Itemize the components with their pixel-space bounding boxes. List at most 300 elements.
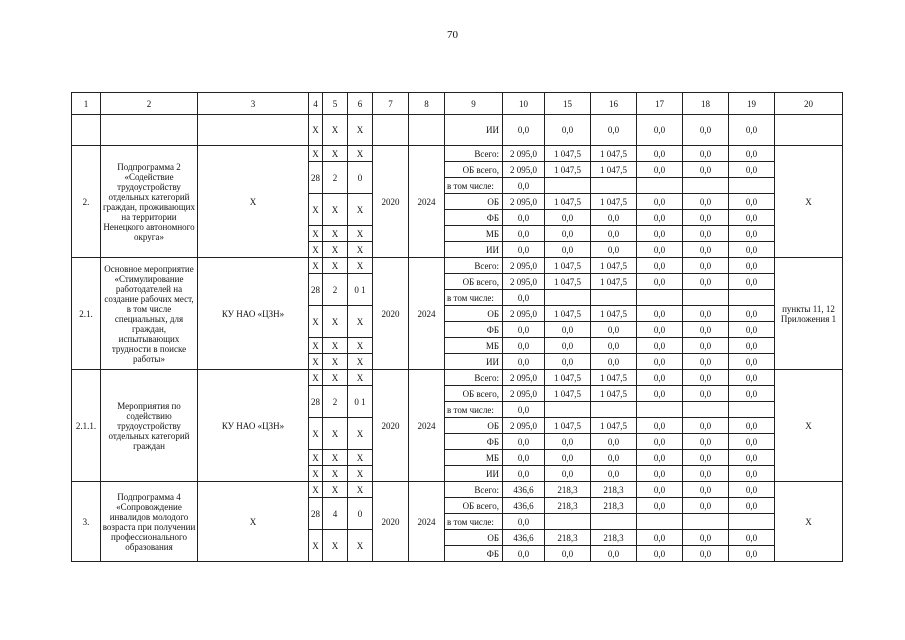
value-cell: 0,0 bbox=[729, 418, 775, 434]
value-cell bbox=[729, 178, 775, 194]
code-cell: X bbox=[309, 338, 323, 354]
code-cell: X bbox=[323, 450, 348, 466]
code-cell: X bbox=[348, 146, 373, 162]
source-label: МБ bbox=[445, 226, 503, 242]
source-label: ОБ bbox=[445, 306, 503, 322]
code-cell: X bbox=[309, 370, 323, 386]
value-cell: 1 047,5 bbox=[591, 146, 637, 162]
source-label: в том числе: bbox=[445, 402, 503, 418]
column-header: 20 bbox=[775, 93, 843, 115]
value-cell: 0,0 bbox=[591, 242, 637, 258]
column-header: 6 bbox=[348, 93, 373, 115]
value-cell: 1 047,5 bbox=[591, 370, 637, 386]
value-cell: 0,0 bbox=[729, 546, 775, 562]
code-cell: X bbox=[348, 418, 373, 450]
value-cell: 1 047,5 bbox=[591, 306, 637, 322]
value-cell: 0,0 bbox=[591, 434, 637, 450]
column-header: 8 bbox=[409, 93, 445, 115]
code-cell: X bbox=[323, 226, 348, 242]
value-cell bbox=[591, 290, 637, 306]
source-label: в том числе: bbox=[445, 178, 503, 194]
value-cell: 0,0 bbox=[729, 466, 775, 482]
item-name: Основное мероприятие «Стимулирование работодателей на создание рабочих мест, в том числе специальных, для граждан, испытывающих трудности в поиске работы» bbox=[101, 258, 198, 370]
code-cell: 28 bbox=[309, 386, 323, 418]
value-cell: 0,0 bbox=[503, 434, 545, 450]
value-cell: 0,0 bbox=[637, 306, 683, 322]
table-row bbox=[72, 115, 843, 146]
table-cell bbox=[198, 115, 309, 146]
value-cell: 1 047,5 bbox=[545, 386, 591, 402]
value-cell: 0,0 bbox=[683, 115, 729, 146]
column-header: 1 bbox=[72, 93, 101, 115]
source-label: ОБ bbox=[445, 530, 503, 546]
value-cell: 0,0 bbox=[591, 338, 637, 354]
column-header: 3 bbox=[198, 93, 309, 115]
code-cell: X bbox=[323, 115, 348, 146]
value-cell: 0,0 bbox=[683, 418, 729, 434]
value-cell: 0,0 bbox=[503, 242, 545, 258]
table-row bbox=[72, 482, 843, 498]
source-label: ОБ всего, bbox=[445, 274, 503, 290]
value-cell: 1 047,5 bbox=[591, 274, 637, 290]
value-cell: 0,0 bbox=[545, 450, 591, 466]
value-cell: 2 095,0 bbox=[503, 194, 545, 210]
value-cell: 1 047,5 bbox=[591, 386, 637, 402]
value-cell: 0,0 bbox=[637, 162, 683, 178]
value-cell: 0,0 bbox=[729, 162, 775, 178]
source-label: ОБ всего, bbox=[445, 162, 503, 178]
value-cell: 0,0 bbox=[637, 498, 683, 514]
value-cell: 1 047,5 bbox=[545, 418, 591, 434]
executor: КУ НАО «ЦЗН» bbox=[198, 370, 309, 482]
source-label: ИИ bbox=[445, 354, 503, 370]
value-cell: 0,0 bbox=[683, 530, 729, 546]
page-number: 70 bbox=[447, 29, 458, 41]
value-cell: 0,0 bbox=[545, 226, 591, 242]
column-header: 18 bbox=[683, 93, 729, 115]
item-name: Мероприятия по содействию трудоустройству отдельных категорий граждан bbox=[101, 370, 198, 482]
value-cell: 0,0 bbox=[729, 386, 775, 402]
value-cell: 0,0 bbox=[637, 338, 683, 354]
value-cell: 0,0 bbox=[637, 274, 683, 290]
code-cell: X bbox=[309, 146, 323, 162]
value-cell: 2 095,0 bbox=[503, 418, 545, 434]
value-cell: 1 047,5 bbox=[591, 258, 637, 274]
source-label: ОБ всего, bbox=[445, 498, 503, 514]
value-cell: 0,0 bbox=[729, 146, 775, 162]
value-cell: 0,0 bbox=[545, 546, 591, 562]
value-cell: 0,0 bbox=[683, 242, 729, 258]
code-cell: X bbox=[323, 530, 348, 562]
column-header: 4 bbox=[309, 93, 323, 115]
code-cell: X bbox=[348, 482, 373, 498]
value-cell: 1 047,5 bbox=[591, 162, 637, 178]
value-cell: 0,0 bbox=[683, 274, 729, 290]
start-year: 2020 bbox=[373, 146, 409, 258]
code-cell: X bbox=[309, 482, 323, 498]
value-cell bbox=[591, 514, 637, 530]
code-cell: X bbox=[348, 242, 373, 258]
code-cell: 2 bbox=[323, 386, 348, 418]
source-label: ФБ bbox=[445, 322, 503, 338]
value-cell: 0,0 bbox=[729, 482, 775, 498]
value-cell bbox=[637, 290, 683, 306]
value-cell: 0,0 bbox=[591, 546, 637, 562]
value-cell: 0,0 bbox=[545, 354, 591, 370]
note-cell: X bbox=[775, 370, 843, 482]
end-year: 2024 bbox=[409, 482, 445, 562]
value-cell: 436,6 bbox=[503, 498, 545, 514]
source-label: ОБ всего, bbox=[445, 386, 503, 402]
value-cell: 0,0 bbox=[637, 242, 683, 258]
code-cell: X bbox=[348, 370, 373, 386]
end-year: 2024 bbox=[409, 146, 445, 258]
code-cell: X bbox=[309, 354, 323, 370]
value-cell: 0,0 bbox=[729, 115, 775, 146]
value-cell: 0,0 bbox=[729, 194, 775, 210]
code-cell: X bbox=[323, 418, 348, 450]
value-cell: 0,0 bbox=[683, 146, 729, 162]
code-cell: X bbox=[309, 226, 323, 242]
code-cell: X bbox=[309, 258, 323, 274]
value-cell: 0,0 bbox=[591, 354, 637, 370]
value-cell bbox=[729, 402, 775, 418]
value-cell: 1 047,5 bbox=[545, 162, 591, 178]
code-cell: X bbox=[323, 482, 348, 498]
code-cell: X bbox=[348, 530, 373, 562]
value-cell: 0,0 bbox=[729, 370, 775, 386]
value-cell bbox=[637, 514, 683, 530]
value-cell: 0,0 bbox=[729, 322, 775, 338]
value-cell: 0,0 bbox=[591, 115, 637, 146]
value-cell: 0,0 bbox=[591, 450, 637, 466]
column-header: 10 bbox=[503, 93, 545, 115]
value-cell: 0,0 bbox=[683, 498, 729, 514]
code-cell: X bbox=[323, 466, 348, 482]
source-label: Всего: bbox=[445, 482, 503, 498]
code-cell: X bbox=[309, 306, 323, 338]
source-label: ИИ bbox=[445, 242, 503, 258]
value-cell: 0,0 bbox=[637, 434, 683, 450]
code-cell: X bbox=[323, 194, 348, 226]
value-cell: 1 047,5 bbox=[545, 194, 591, 210]
source-label: Всего: bbox=[445, 146, 503, 162]
value-cell: 1 047,5 bbox=[591, 418, 637, 434]
value-cell: 0,0 bbox=[545, 338, 591, 354]
value-cell: 0,0 bbox=[503, 178, 545, 194]
item-number: 3. bbox=[72, 482, 101, 562]
value-cell: 218,3 bbox=[545, 482, 591, 498]
source-label: ФБ bbox=[445, 546, 503, 562]
value-cell: 0,0 bbox=[637, 418, 683, 434]
value-cell: 0,0 bbox=[729, 258, 775, 274]
code-cell: X bbox=[323, 370, 348, 386]
code-cell: X bbox=[348, 354, 373, 370]
column-header: 17 bbox=[637, 93, 683, 115]
value-cell: 0,0 bbox=[637, 386, 683, 402]
column-header: 15 bbox=[545, 93, 591, 115]
source-label: в том числе: bbox=[445, 290, 503, 306]
value-cell: 218,3 bbox=[545, 498, 591, 514]
code-cell: X bbox=[348, 194, 373, 226]
table-cell bbox=[72, 115, 101, 146]
value-cell: 0,0 bbox=[683, 450, 729, 466]
value-cell bbox=[729, 290, 775, 306]
value-cell bbox=[683, 402, 729, 418]
column-header: 5 bbox=[323, 93, 348, 115]
value-cell: 0,0 bbox=[503, 466, 545, 482]
value-cell: 0,0 bbox=[503, 322, 545, 338]
value-cell: 0,0 bbox=[545, 434, 591, 450]
source-label: ФБ bbox=[445, 210, 503, 226]
value-cell: 0,0 bbox=[637, 322, 683, 338]
value-cell: 0,0 bbox=[683, 306, 729, 322]
table-row bbox=[72, 258, 843, 274]
executor: КУ НАО «ЦЗН» bbox=[198, 258, 309, 370]
value-cell: 0,0 bbox=[683, 210, 729, 226]
code-cell: 4 bbox=[323, 498, 348, 530]
value-cell bbox=[683, 514, 729, 530]
value-cell: 0,0 bbox=[637, 210, 683, 226]
code-cell: X bbox=[309, 466, 323, 482]
value-cell: 0,0 bbox=[683, 322, 729, 338]
value-cell: 0,0 bbox=[637, 146, 683, 162]
code-cell: X bbox=[309, 450, 323, 466]
value-cell: 0,0 bbox=[729, 450, 775, 466]
item-name: Подпрограмма 4 «Сопровождение инвалидов молодого возраста при получении профессионального образования bbox=[101, 482, 198, 562]
value-cell bbox=[545, 514, 591, 530]
value-cell: 0,0 bbox=[637, 354, 683, 370]
value-cell: 0,0 bbox=[637, 258, 683, 274]
column-header: 16 bbox=[591, 93, 637, 115]
value-cell: 0,0 bbox=[683, 226, 729, 242]
value-cell: 0,0 bbox=[503, 546, 545, 562]
code-cell: X bbox=[348, 450, 373, 466]
value-cell: 0,0 bbox=[729, 530, 775, 546]
executor: X bbox=[198, 146, 309, 258]
source-label: в том числе: bbox=[445, 514, 503, 530]
value-cell: 0,0 bbox=[637, 546, 683, 562]
value-cell: 0,0 bbox=[503, 450, 545, 466]
value-cell: 0,0 bbox=[729, 498, 775, 514]
value-cell: 0,0 bbox=[545, 115, 591, 146]
value-cell bbox=[729, 514, 775, 530]
value-cell: 0,0 bbox=[729, 434, 775, 450]
value-cell: 2 095,0 bbox=[503, 162, 545, 178]
value-cell: 0,0 bbox=[637, 466, 683, 482]
value-cell: 0,0 bbox=[683, 466, 729, 482]
table-cell bbox=[373, 115, 409, 146]
code-cell: X bbox=[348, 258, 373, 274]
value-cell: 436,6 bbox=[503, 482, 545, 498]
value-cell: 0,0 bbox=[683, 338, 729, 354]
code-cell: X bbox=[323, 258, 348, 274]
source-label: МБ bbox=[445, 450, 503, 466]
value-cell: 0,0 bbox=[683, 370, 729, 386]
code-cell: X bbox=[309, 418, 323, 450]
value-cell: 0,0 bbox=[637, 194, 683, 210]
value-cell: 0,0 bbox=[683, 258, 729, 274]
value-cell: 0,0 bbox=[683, 546, 729, 562]
value-cell: 0,0 bbox=[637, 226, 683, 242]
table-cell bbox=[101, 115, 198, 146]
value-cell: 0,0 bbox=[683, 434, 729, 450]
value-cell: 2 095,0 bbox=[503, 370, 545, 386]
value-cell: 436,6 bbox=[503, 530, 545, 546]
value-cell: 0,0 bbox=[503, 226, 545, 242]
code-cell: 28 bbox=[309, 162, 323, 194]
note-cell: X bbox=[775, 146, 843, 258]
code-cell: X bbox=[309, 530, 323, 562]
item-name: Подпрограмма 2 «Содействие трудоустройству отдельных категорий граждан, проживающих на территории Ненецкого автономного округа» bbox=[101, 146, 198, 258]
code-cell: X bbox=[348, 338, 373, 354]
value-cell: 0,0 bbox=[591, 210, 637, 226]
value-cell: 2 095,0 bbox=[503, 306, 545, 322]
value-cell: 0,0 bbox=[591, 466, 637, 482]
table-row bbox=[72, 146, 843, 162]
value-cell: 218,3 bbox=[591, 498, 637, 514]
value-cell: 0,0 bbox=[729, 354, 775, 370]
source-label: ОБ bbox=[445, 194, 503, 210]
value-cell: 1 047,5 bbox=[545, 146, 591, 162]
executor: X bbox=[198, 482, 309, 562]
value-cell: 2 095,0 bbox=[503, 258, 545, 274]
value-cell bbox=[637, 402, 683, 418]
item-number: 2.1. bbox=[72, 258, 101, 370]
value-cell: 0,0 bbox=[637, 370, 683, 386]
column-header: 2 bbox=[101, 93, 198, 115]
value-cell: 0,0 bbox=[729, 274, 775, 290]
value-cell: 0,0 bbox=[545, 242, 591, 258]
value-cell: 0,0 bbox=[729, 210, 775, 226]
end-year: 2024 bbox=[409, 370, 445, 482]
start-year: 2020 bbox=[373, 258, 409, 370]
code-cell: X bbox=[348, 306, 373, 338]
value-cell: 0,0 bbox=[591, 226, 637, 242]
value-cell: 0,0 bbox=[729, 242, 775, 258]
column-header: 19 bbox=[729, 93, 775, 115]
value-cell bbox=[683, 178, 729, 194]
value-cell: 1 047,5 bbox=[545, 370, 591, 386]
code-cell: X bbox=[348, 115, 373, 146]
code-cell: 28 bbox=[309, 498, 323, 530]
value-cell: 2 095,0 bbox=[503, 146, 545, 162]
budget-table bbox=[71, 92, 843, 562]
code-cell: X bbox=[348, 226, 373, 242]
value-cell: 0,0 bbox=[729, 306, 775, 322]
value-cell: 0,0 bbox=[545, 322, 591, 338]
value-cell bbox=[591, 178, 637, 194]
value-cell: 218,3 bbox=[545, 530, 591, 546]
value-cell bbox=[683, 290, 729, 306]
value-cell: 1 047,5 bbox=[545, 258, 591, 274]
code-cell: X bbox=[348, 466, 373, 482]
source-label: МБ bbox=[445, 338, 503, 354]
code-cell: X bbox=[323, 306, 348, 338]
value-cell: 0,0 bbox=[503, 338, 545, 354]
value-cell: 0,0 bbox=[637, 530, 683, 546]
value-cell: 1 047,5 bbox=[545, 306, 591, 322]
start-year: 2020 bbox=[373, 482, 409, 562]
code-cell: 28 bbox=[309, 274, 323, 306]
value-cell: 2 095,0 bbox=[503, 386, 545, 402]
header-row bbox=[72, 93, 843, 115]
value-cell: 0,0 bbox=[637, 482, 683, 498]
code-cell: 0 1 bbox=[348, 386, 373, 418]
table-cell bbox=[409, 115, 445, 146]
code-cell: X bbox=[323, 242, 348, 258]
value-cell: 0,0 bbox=[545, 210, 591, 226]
value-cell bbox=[591, 402, 637, 418]
code-cell: 2 bbox=[323, 162, 348, 194]
source-label: ОБ bbox=[445, 418, 503, 434]
value-cell: 0,0 bbox=[503, 354, 545, 370]
start-year: 2020 bbox=[373, 370, 409, 482]
value-cell bbox=[545, 402, 591, 418]
value-cell: 218,3 bbox=[591, 482, 637, 498]
code-cell: X bbox=[309, 194, 323, 226]
source-label: Всего: bbox=[445, 370, 503, 386]
value-cell: 0,0 bbox=[591, 322, 637, 338]
column-header: 7 bbox=[373, 93, 409, 115]
value-cell: 0,0 bbox=[683, 482, 729, 498]
code-cell: 0 1 bbox=[348, 274, 373, 306]
value-cell: 0,0 bbox=[683, 386, 729, 402]
code-cell: X bbox=[323, 146, 348, 162]
code-cell: X bbox=[309, 242, 323, 258]
code-cell: 0 bbox=[348, 498, 373, 530]
note-cell: X bbox=[775, 482, 843, 562]
value-cell: 0,0 bbox=[637, 450, 683, 466]
value-cell bbox=[545, 178, 591, 194]
source-label: Всего: bbox=[445, 258, 503, 274]
value-cell: 2 095,0 bbox=[503, 274, 545, 290]
item-number: 2.1.1. bbox=[72, 370, 101, 482]
code-cell: 2 bbox=[323, 274, 348, 306]
value-cell: 0,0 bbox=[683, 354, 729, 370]
value-cell: 0,0 bbox=[503, 402, 545, 418]
note-cell: пункты 11, 12 Приложения 1 bbox=[775, 258, 843, 370]
value-cell: 0,0 bbox=[683, 162, 729, 178]
value-cell: 0,0 bbox=[637, 115, 683, 146]
source-label: ФБ bbox=[445, 434, 503, 450]
code-cell: X bbox=[309, 115, 323, 146]
end-year: 2024 bbox=[409, 258, 445, 370]
value-cell: 0,0 bbox=[545, 466, 591, 482]
value-cell bbox=[545, 290, 591, 306]
code-cell: X bbox=[323, 354, 348, 370]
code-cell: 0 bbox=[348, 162, 373, 194]
value-cell bbox=[637, 178, 683, 194]
column-header: 9 bbox=[445, 93, 503, 115]
source-label: ИИ bbox=[445, 466, 503, 482]
value-cell: 1 047,5 bbox=[545, 274, 591, 290]
value-cell: 218,3 bbox=[591, 530, 637, 546]
value-cell: 0,0 bbox=[503, 290, 545, 306]
value-cell: 0,0 bbox=[503, 210, 545, 226]
table-cell bbox=[775, 115, 843, 146]
item-number: 2. bbox=[72, 146, 101, 258]
value-cell: 0,0 bbox=[503, 514, 545, 530]
value-cell: 0,0 bbox=[729, 338, 775, 354]
source-label: ИИ bbox=[445, 115, 503, 146]
value-cell: 0,0 bbox=[503, 115, 545, 146]
value-cell: 0,0 bbox=[683, 194, 729, 210]
table-row bbox=[72, 370, 843, 386]
value-cell: 0,0 bbox=[729, 226, 775, 242]
code-cell: X bbox=[323, 338, 348, 354]
value-cell: 1 047,5 bbox=[591, 194, 637, 210]
